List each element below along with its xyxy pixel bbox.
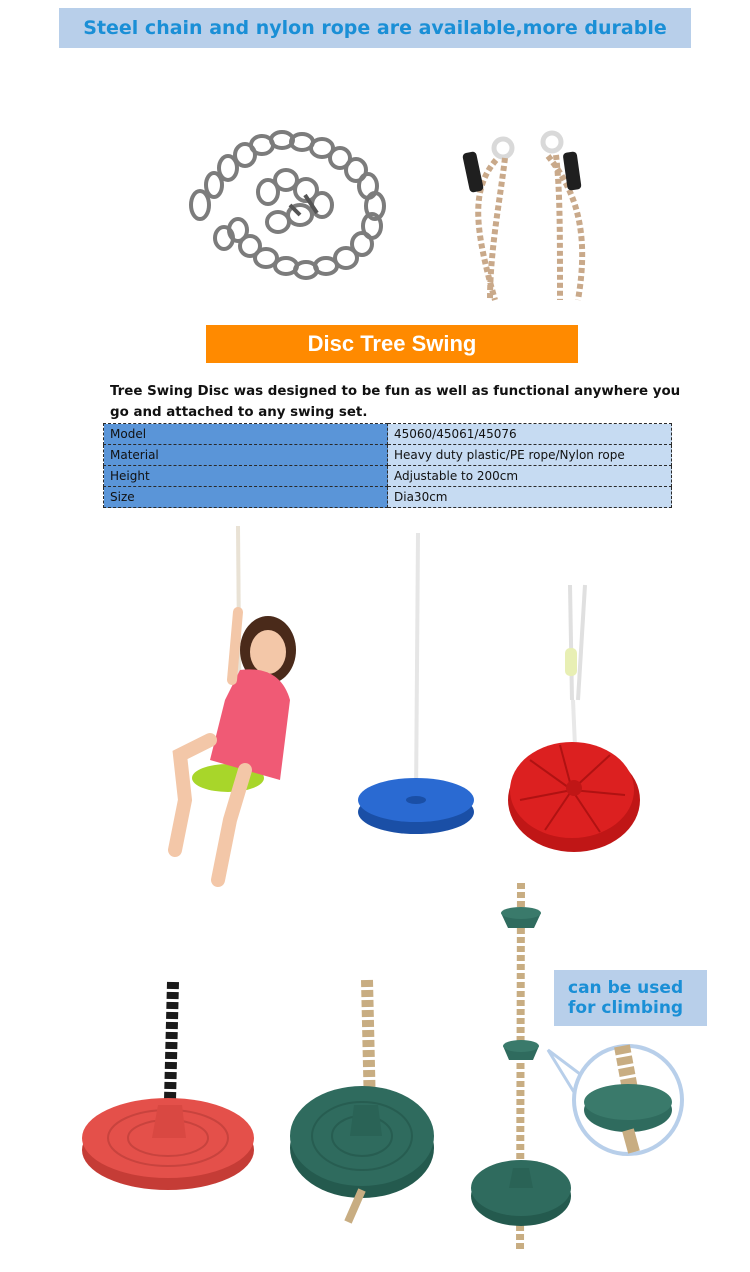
- girl-on-swing-image: [175, 526, 296, 880]
- table-row: [104, 487, 672, 508]
- blue-disc-swing-image: [358, 533, 474, 834]
- red-flower-disc-swing-image: [508, 585, 640, 852]
- green-disc-swing-image: [290, 980, 434, 1222]
- red-disc-swing-image: [82, 982, 254, 1190]
- top-banner-text: Steel chain and nylon rope are available,more durable: [83, 17, 667, 39]
- spec-value: Dia30cm: [388, 487, 672, 508]
- climbing-rope-discs-image: [471, 883, 571, 1252]
- product-title: [206, 325, 578, 363]
- spec-table: [103, 423, 672, 508]
- table-row: [104, 466, 672, 487]
- spec-key: Model: [104, 424, 388, 445]
- climbing-callout-line1: can be used: [568, 978, 684, 998]
- spec-value: Heavy duty plastic/PE rope/Nylon rope: [388, 445, 672, 466]
- spec-key: Size: [104, 487, 388, 508]
- product-description: Tree Swing Disc was designed to be fun as well as functional anywhere you go and attached to any swing set.: [110, 384, 681, 420]
- spec-key: Height: [104, 466, 388, 487]
- climbing-callout-line2: for climbing: [568, 998, 684, 1018]
- spec-key: Material: [104, 445, 388, 466]
- product-title-text: Disc Tree Swing: [307, 331, 477, 356]
- zoom-callout-image: [548, 1046, 682, 1154]
- steel-chain-image: [191, 132, 384, 278]
- spec-value: Adjustable to 200cm: [388, 466, 672, 487]
- table-row: [104, 424, 672, 445]
- spec-value: 45060/45061/45076: [388, 424, 672, 445]
- climbing-callout: [554, 970, 707, 1026]
- nylon-rope-image: [462, 133, 582, 300]
- table-row: [104, 445, 672, 466]
